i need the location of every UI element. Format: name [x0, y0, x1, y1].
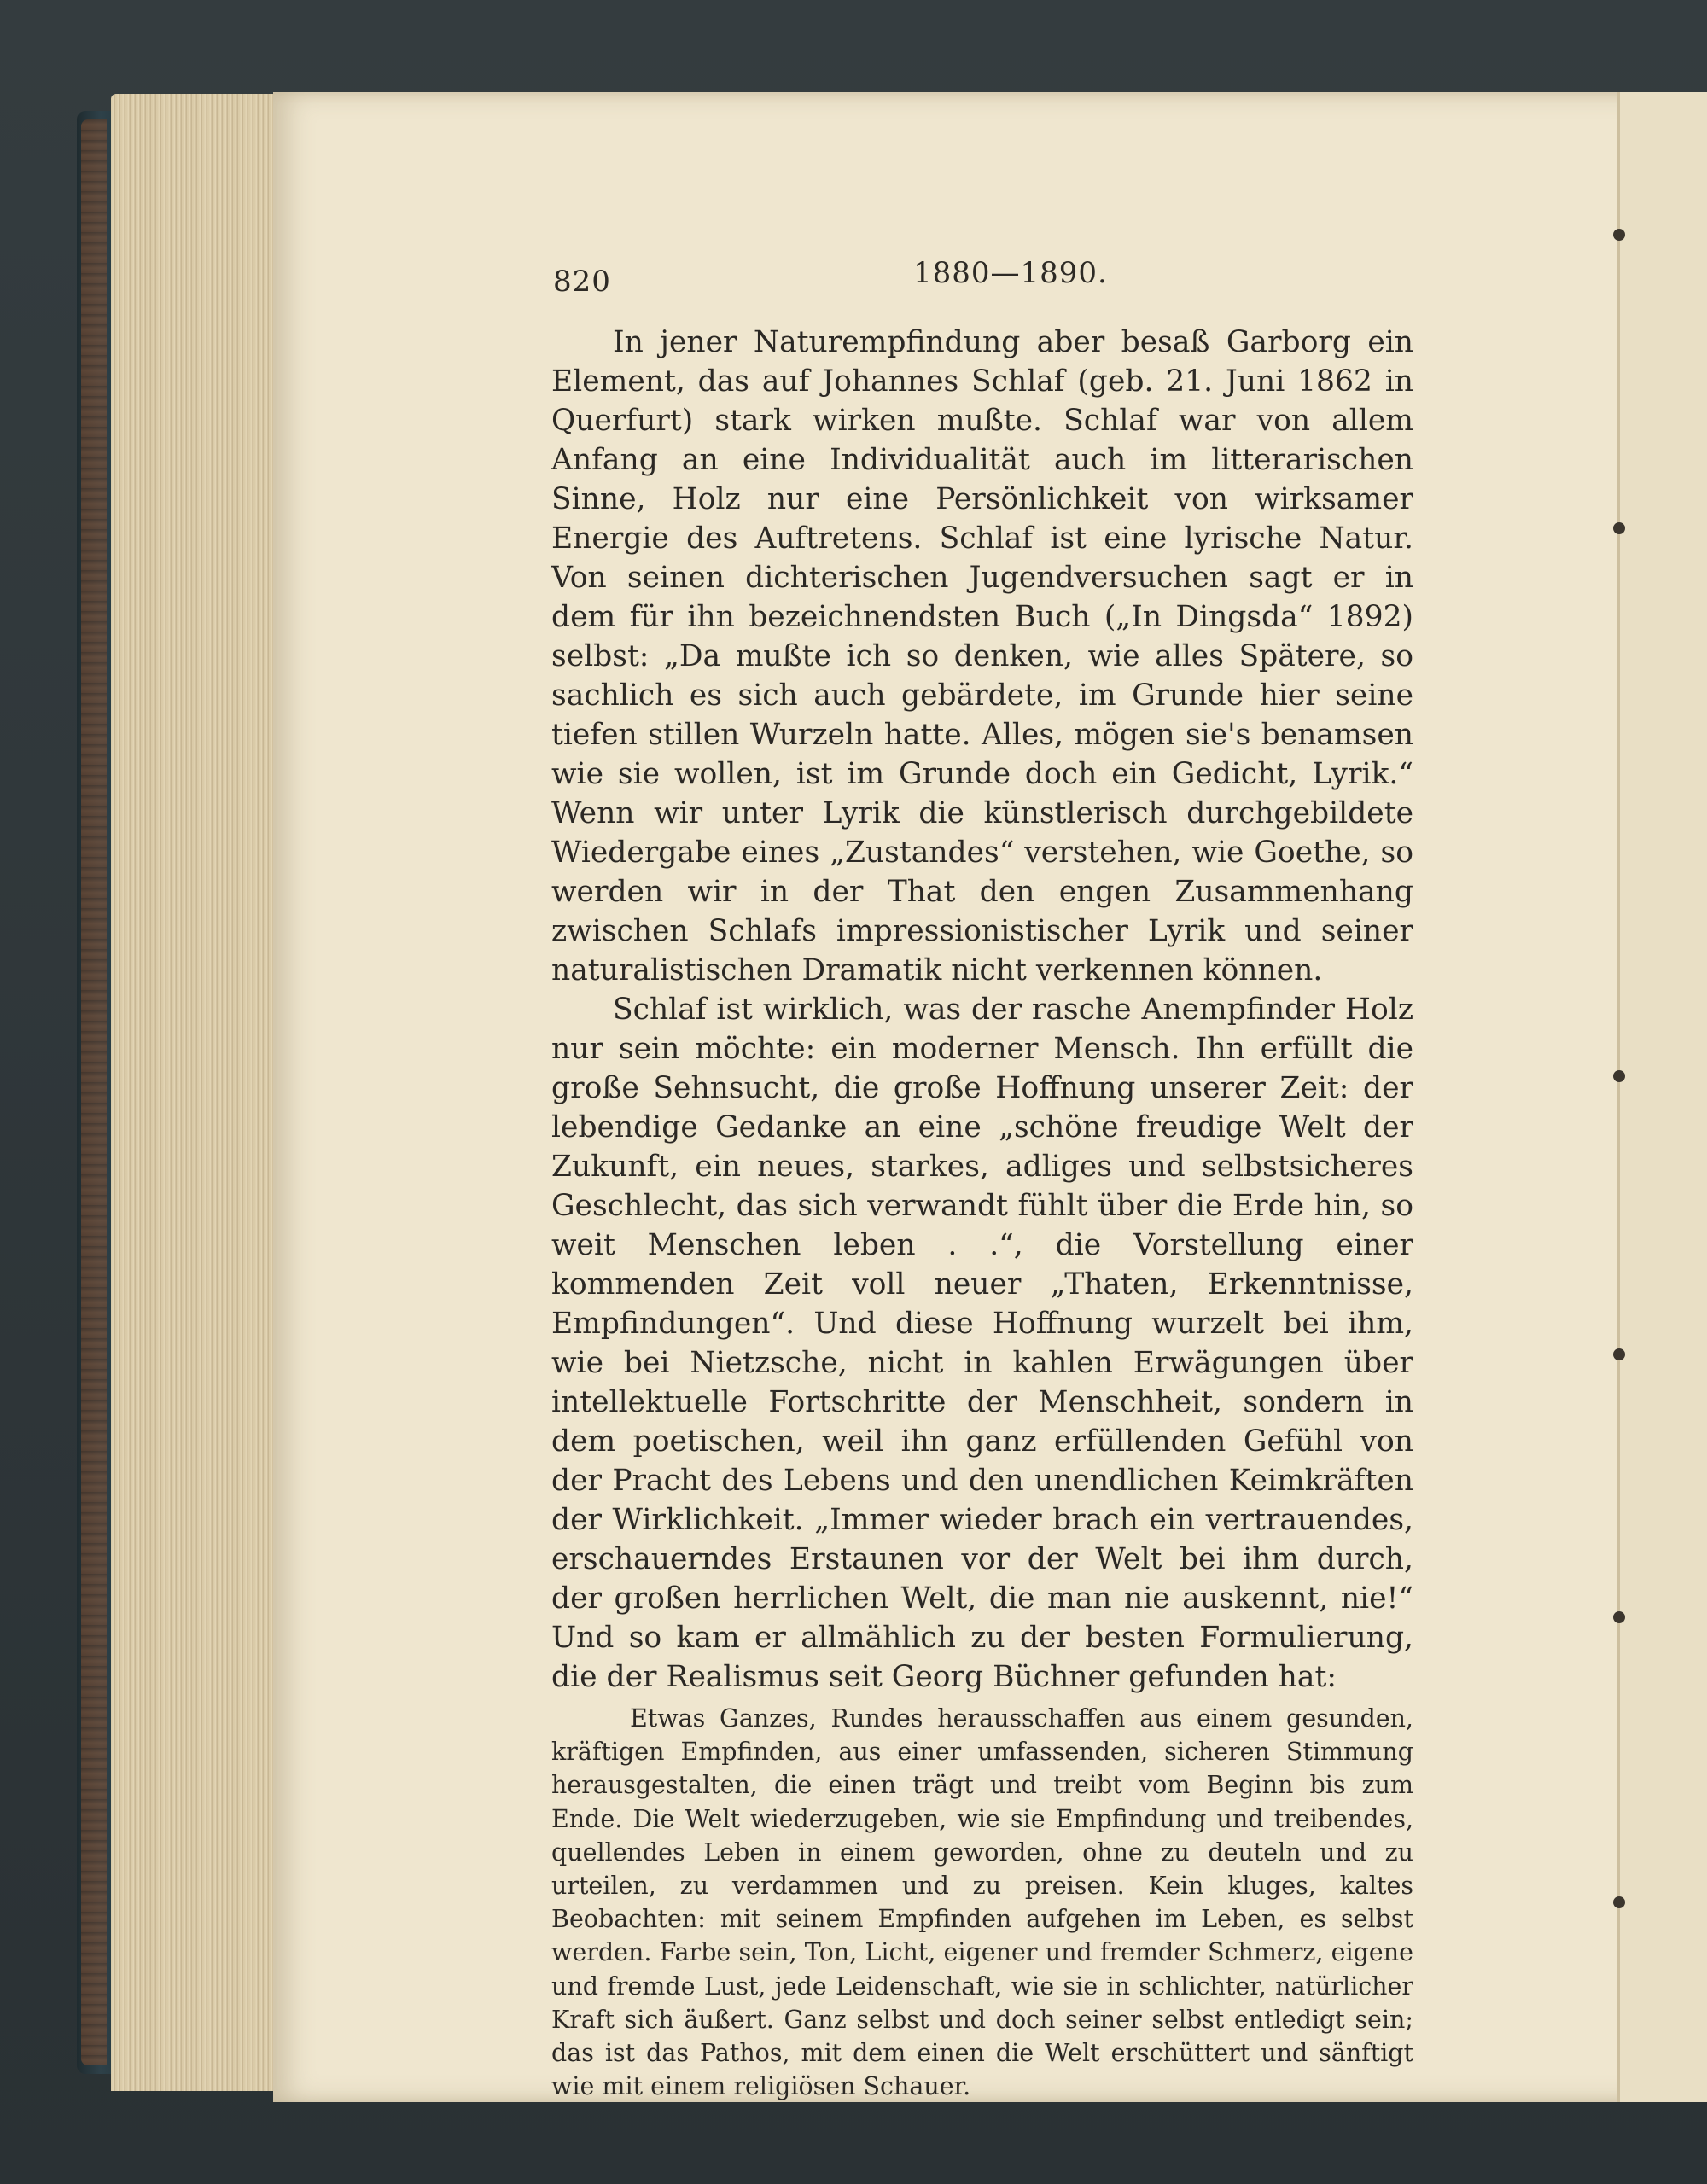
spine-binding-edge — [81, 119, 107, 2065]
body-text — [551, 323, 1413, 2103]
running-head: 1880—1890. — [913, 256, 1108, 290]
binding-mark — [1613, 229, 1634, 241]
binding-mark — [1613, 1070, 1634, 1082]
binding-mark — [1613, 1611, 1634, 1623]
binding-mark — [1613, 1896, 1634, 1908]
paragraph: In jener Naturempfindung aber besaß Garborg ein Element, das auf Johannes Schlaf (geb. 21. Juni 1862 in Querfurt) stark wirken mußte. Schlaf war von allem Anfang an eine Individualität auch im litterarischen Sinne, Holz nur eine Persönlichkeit von wirksamer Energie des Auftretens. Schlaf ist eine lyrische Natur. Von seinen dichterischen Jugendversuchen sagt er in dem für ihn bezeichnendsten Buch („In Dingsda“ 1892) selbst: „Da mußte ich so denken, wie alles Spätere, so sachlich es sich auch gebärdete, im Grunde hier seine tiefen stillen Wurzeln hatte. Alles, mögen sie's benamsen wie sie wollen, ist im Grunde doch ein Gedicht, Lyrik.“ Wenn wir unter Lyrik die künstlerisch durchgebildete Wiedergabe eines „Zustandes“ verstehen, wie Goethe, so werden wir in der That den engen Zusammenhang zwischen Schlafs impressionistischer Lyrik und seiner naturalistischen Dramatik nicht verkennen können. — [551, 325, 1413, 987]
binding-mark — [1613, 522, 1634, 534]
binding-mark — [1613, 1348, 1634, 1360]
block-quote: Etwas Ganzes, Rundes herausschaffen aus einem gesunden, kräftigen Empfinden, aus einer umfassenden, sicheren Stimmung herausgestalten, die einen trägt und treibt vom Beginn bis zum Ende. Die Welt wiederzugeben, wie sie Empfindung und treibendes, quellendes Leben in einem geworden, ohne zu deuteln und zu urteilen, zu verdammen und zu preisen. Kein kluges, kaltes Beobachten: mit seinem Empfinden aufgehen im Leben, es selbst werden. Farbe sein, Ton, Licht, eigener und fremder Schmerz, eigene und fremde Lust, jede Leidenschaft, wie sie in schlichter, natürlicher Kraft sich äußert. Ganz selbst und doch seiner selbst entledigt sein; das ist das Pathos, mit dem einen die Welt erschüttert und sänftigt wie mit einem religiösen Schauer. — [551, 1704, 1413, 2101]
page-header — [0, 256, 1707, 299]
paragraph: Schlaf ist wirklich, was der rasche Anempfinder Holz nur sein möchte: ein moderner Mensch. Ihn erfüllt die große Sehnsucht, die große Hoffnung unserer Zeit: der lebendige Gedanke an eine „schöne freudige Welt der Zukunft, ein neues, starkes, adliges und selbstsicheres Geschlecht, das sich verwandt fühlt über die Erde hin, so weit Menschen leben . .“, die Vorstellung einer kommenden Zeit voll neuer „Thaten, Erkenntnisse, Empfindungen“. Und diese Hoffnung wurzelt bei ihm, wie bei Nietzsche, nicht in kahlen Erwägungen über intellektuelle Fortschritte der Menschheit, sondern in dem poetischen, weil ihn ganz erfüllenden Gefühl von der Pracht des Lebens und den unendlichen Keimkräften der Wirklichkeit. „Immer wieder brach ein vertrauendes, erschauerndes Erstaunen vor der Welt bei ihm durch, der großen herrlichen Welt, die man nie auskennt, nie!“ Und so kam er allmählich zu der besten Formulierung, die der Realismus seit Georg Büchner gefunden hat: — [551, 993, 1413, 1694]
next-page-edge — [1617, 92, 1707, 2102]
page-number: 820 — [553, 265, 611, 299]
page-stack-edges — [111, 94, 282, 2091]
